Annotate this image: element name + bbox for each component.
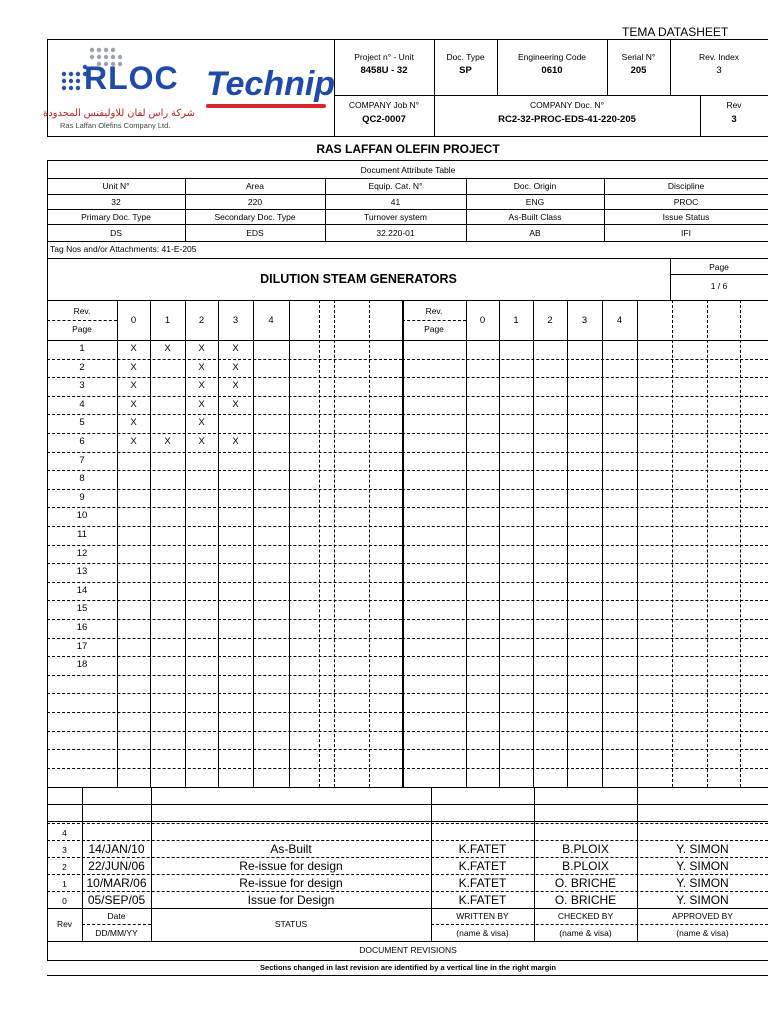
doc-title: DILUTION STEAM GENERATORS xyxy=(260,272,457,286)
grid-line xyxy=(369,300,370,787)
grid-line xyxy=(47,563,402,564)
grid-line xyxy=(47,768,402,769)
grid-line xyxy=(47,545,402,546)
grid-line xyxy=(47,489,402,490)
document-revisions-title: DOCUMENT REVISIONS xyxy=(359,945,457,955)
revision-number: 2 xyxy=(62,862,67,872)
rev-header-label: Rev. xyxy=(73,306,91,316)
company-job-label: COMPANY Job N° xyxy=(348,100,420,110)
grid-line xyxy=(431,924,768,925)
grid-line xyxy=(47,470,402,471)
revision-mark: X xyxy=(232,398,239,410)
grid-line xyxy=(567,300,568,787)
page-number: 2 xyxy=(79,361,85,373)
revision-written: K.FATET xyxy=(458,893,507,907)
grid-line xyxy=(47,712,402,713)
grid-line xyxy=(47,749,402,750)
rloc-full-name: Ras Laffan Olefins Company Ltd. xyxy=(60,121,171,130)
attribute-label: Area xyxy=(246,181,264,191)
rev-column-header: 1 xyxy=(513,315,519,326)
grid-line xyxy=(466,300,467,787)
rev-column-header: 2 xyxy=(198,315,205,326)
grid-line xyxy=(402,749,768,750)
grid-line xyxy=(47,821,768,822)
grid-line xyxy=(47,731,402,732)
grid-line xyxy=(47,804,768,805)
grid-line xyxy=(218,300,219,787)
rev-column-header: 2 xyxy=(547,315,553,326)
grid-line xyxy=(402,359,768,360)
revision-mark: X xyxy=(232,380,239,392)
rev-header: Rev xyxy=(56,919,73,929)
revision-mark: X xyxy=(130,380,137,392)
grid-line xyxy=(402,638,768,639)
grid-line xyxy=(402,320,466,321)
grid-line xyxy=(602,300,603,787)
tag-value: 41-E-205 xyxy=(161,244,197,254)
attribute-value: IFI xyxy=(681,228,691,238)
grid-line xyxy=(47,619,402,620)
rev-label: Rev xyxy=(726,100,742,110)
grid-line xyxy=(402,675,768,676)
written-by-header: WRITTEN BY xyxy=(456,911,509,921)
grid-line xyxy=(402,507,768,508)
grid-line xyxy=(402,489,768,490)
page-value: 1 / 6 xyxy=(710,281,728,291)
rev-column-header: 0 xyxy=(130,315,137,326)
attribute-label: As-Built Class xyxy=(508,212,562,222)
eng-code-label: Engineering Code xyxy=(517,52,587,62)
revision-mark: X xyxy=(130,436,137,447)
revision-mark: X xyxy=(130,343,137,354)
grid-line xyxy=(402,545,768,546)
attribute-table-title: Document Attribute Table xyxy=(360,165,456,175)
grid-line xyxy=(47,693,402,694)
attribute-value: 41 xyxy=(390,197,401,207)
serial-value: 205 xyxy=(630,65,647,76)
revision-mark: X xyxy=(198,361,205,373)
grid-line xyxy=(499,300,500,787)
revision-mark: X xyxy=(198,398,205,410)
grid-line xyxy=(402,693,768,694)
grid-line xyxy=(47,638,402,639)
page-number: 5 xyxy=(79,417,85,429)
grid-line xyxy=(47,359,402,360)
page-number: 18 xyxy=(76,659,88,671)
page-number: 10 xyxy=(76,510,88,522)
revision-mark: X xyxy=(164,343,171,354)
attribute-label: Unit N° xyxy=(102,181,130,191)
grid-line xyxy=(402,731,768,732)
page-number: 14 xyxy=(76,584,88,596)
rev-index-label: Rev. Index xyxy=(698,52,739,62)
revision-date: 10/MAR/06 xyxy=(86,876,147,890)
rev-column-header: 4 xyxy=(268,315,274,326)
grid-line xyxy=(47,656,402,657)
revision-mark: X xyxy=(198,436,205,447)
attribute-label: Primary Doc. Type xyxy=(81,212,151,222)
page-label: Page xyxy=(709,262,729,272)
page-header-label: Page xyxy=(424,324,444,334)
rev-header-label: Rev. xyxy=(425,306,443,316)
revision-approved: Y. SIMON xyxy=(676,859,729,873)
revision-mark: X xyxy=(130,361,137,373)
page-header-label: Page xyxy=(72,324,92,334)
grid-line xyxy=(47,340,768,341)
attribute-value: 32.220-01 xyxy=(376,228,415,238)
revision-date: 14/JAN/10 xyxy=(88,842,145,856)
attribute-label: Equip. Cat. N° xyxy=(368,181,423,191)
revision-mark: X xyxy=(198,343,205,354)
revision-status: Re-issue for design xyxy=(239,876,343,890)
rev-column-header: 3 xyxy=(232,315,239,326)
written-name-visa: (name & visa) xyxy=(456,928,509,938)
revision-mark: X xyxy=(198,417,205,429)
grid-line xyxy=(47,320,117,321)
page-number: 4 xyxy=(79,398,85,410)
page-number: 6 xyxy=(79,436,85,447)
grid-line xyxy=(150,300,151,787)
grid-line xyxy=(289,300,290,787)
page-number: 11 xyxy=(77,529,87,540)
status-header: STATUS xyxy=(274,919,308,929)
grid-line xyxy=(47,507,402,508)
revision-checked: O. BRICHE xyxy=(554,876,617,890)
attribute-value: PROC xyxy=(673,197,699,207)
grid-line xyxy=(402,414,768,415)
grid-line xyxy=(402,396,768,397)
attribute-value: ENG xyxy=(525,197,545,207)
grid-line xyxy=(402,526,768,527)
attribute-value: AB xyxy=(529,228,541,238)
rev-index-value: 3 xyxy=(716,65,722,76)
grid-line xyxy=(47,941,768,942)
revision-status: Issue for Design xyxy=(247,893,335,907)
attribute-label: Issue Status xyxy=(662,212,710,222)
attribute-label: Secondary Doc. Type xyxy=(214,212,296,222)
page-number: 16 xyxy=(76,622,88,633)
grid-line xyxy=(402,619,768,620)
project-unit-label: Project n° - Unit xyxy=(354,52,414,62)
revision-mark: X xyxy=(198,380,205,392)
grid-line xyxy=(402,470,768,471)
serial-label: Serial N° xyxy=(621,52,656,62)
attribute-value: DS xyxy=(110,228,122,238)
revision-mark: X xyxy=(164,436,171,447)
rloc-text: RLOC xyxy=(84,60,179,96)
grid-line xyxy=(47,891,768,892)
grid-line xyxy=(533,300,534,787)
rloc-arabic: شركة راس لفان للاوليفنس المحدودة xyxy=(42,108,195,119)
grid-line xyxy=(402,712,768,713)
revision-approved: Y. SIMON xyxy=(676,842,729,856)
attribute-value: EDS xyxy=(246,228,264,238)
revision-number: 3 xyxy=(62,845,67,855)
grid-line xyxy=(47,377,402,378)
datasheet-type: TEMA DATASHEET xyxy=(622,25,729,39)
rev-column-header: 1 xyxy=(164,315,171,326)
grid-line xyxy=(47,675,402,676)
revision-date: 22/JUN/06 xyxy=(88,859,145,873)
revision-mark: X xyxy=(130,398,137,410)
grid-line xyxy=(47,908,768,909)
grid-line xyxy=(47,840,768,841)
grid-line xyxy=(253,300,254,787)
revision-status: Re-issue for design xyxy=(239,859,343,873)
grid-line xyxy=(402,433,768,434)
revision-approved: Y. SIMON xyxy=(676,893,729,907)
revision-mark: X xyxy=(232,361,239,373)
rev-value: 3 xyxy=(731,114,737,125)
revision-number: 0 xyxy=(62,896,67,906)
grid-line xyxy=(47,526,402,527)
page-number: 3 xyxy=(79,380,85,392)
revision-mark: X xyxy=(232,343,239,354)
revision-mark: X xyxy=(232,436,239,447)
page-number: 7 xyxy=(79,454,85,466)
date-header: Date xyxy=(107,911,126,921)
revision-written: K.FATET xyxy=(458,842,507,856)
page-number: 8 xyxy=(79,473,85,485)
rev-column-header: 0 xyxy=(479,315,486,326)
doc-type-value: SP xyxy=(459,65,472,76)
grid-line xyxy=(707,300,708,787)
revision-approved: Y. SIMON xyxy=(676,876,729,890)
grid-line xyxy=(47,857,768,858)
grid-line xyxy=(402,300,404,787)
revision-written: K.FATET xyxy=(458,876,507,890)
rev-column-header: 3 xyxy=(581,315,588,326)
approved-name-visa: (name & visa) xyxy=(676,928,729,938)
grid-line xyxy=(637,300,638,787)
grid-line xyxy=(47,600,402,601)
revision-written: K.FATET xyxy=(458,859,507,873)
attribute-label: Discipline xyxy=(667,181,705,191)
grid-line xyxy=(117,300,118,787)
grid-line xyxy=(672,300,673,787)
page-number: 15 xyxy=(76,603,88,615)
revision-checked: O. BRICHE xyxy=(554,893,617,907)
grid-line xyxy=(47,396,402,397)
grid-line xyxy=(402,377,768,378)
grid-line xyxy=(402,452,768,453)
footer-line xyxy=(47,975,768,976)
grid-line xyxy=(82,924,151,925)
revision-mark: X xyxy=(130,417,137,429)
rev-column-header: 4 xyxy=(616,315,623,326)
grid-line xyxy=(402,656,768,657)
revision-checked: B.PLOIX xyxy=(562,859,609,873)
grid-line xyxy=(47,823,768,824)
checked-by-header: CHECKED BY xyxy=(557,911,614,921)
page-number: 1 xyxy=(79,343,85,354)
project-unit-value: 8458U - 32 xyxy=(360,65,408,76)
tag-label xyxy=(50,244,197,254)
checked-name-visa: (name & visa) xyxy=(559,928,612,938)
grid-line xyxy=(47,433,402,434)
grid-line xyxy=(47,414,402,415)
grid-line xyxy=(740,300,741,787)
grid-line xyxy=(402,563,768,564)
date-format: DD/MM/YY xyxy=(95,928,138,938)
grid-line xyxy=(47,787,768,788)
page-number: 17 xyxy=(76,640,88,652)
footer-note: Sections changed in last revision are identified by a vertical line in the right margin xyxy=(260,963,556,972)
attribute-value: 220 xyxy=(247,197,263,207)
grid-line xyxy=(47,452,402,453)
grid-line xyxy=(334,300,335,787)
page-number: 9 xyxy=(79,491,85,503)
grid-line xyxy=(402,582,768,583)
eng-code-value: 0610 xyxy=(541,65,563,76)
grid-line xyxy=(319,300,320,787)
approved-by-header: APPROVED BY xyxy=(672,911,733,921)
attribute-label: Turnover system xyxy=(364,212,427,222)
company-doc-label: COMPANY Doc. N° xyxy=(530,100,604,110)
attribute-label: Doc. Origin xyxy=(513,181,557,191)
company-doc-value: RC2-32-PROC-EDS-41-220-205 xyxy=(498,114,636,125)
revision-number: 1 xyxy=(62,879,67,889)
grid-line xyxy=(47,874,768,875)
company-job-value: QC2-0007 xyxy=(362,114,406,125)
revision-date: 05/SEP/05 xyxy=(87,893,146,907)
grid-line xyxy=(185,300,186,787)
grid-line xyxy=(402,600,768,601)
project-title: RAS LAFFAN OLEFIN PROJECT xyxy=(316,142,500,156)
page-number: 13 xyxy=(76,566,88,578)
grid-line xyxy=(402,768,768,769)
attribute-value: 32 xyxy=(111,197,121,207)
page-number: 12 xyxy=(76,547,88,559)
revision-checked: B.PLOIX xyxy=(562,842,609,856)
tag-label-text: Tag Nos and/or Attachments: xyxy=(50,244,160,254)
doc-type-label: Doc. Type xyxy=(446,52,485,62)
grid-line xyxy=(47,582,402,583)
revision-number: 4 xyxy=(62,828,67,838)
revision-status: As-Built xyxy=(270,842,312,856)
